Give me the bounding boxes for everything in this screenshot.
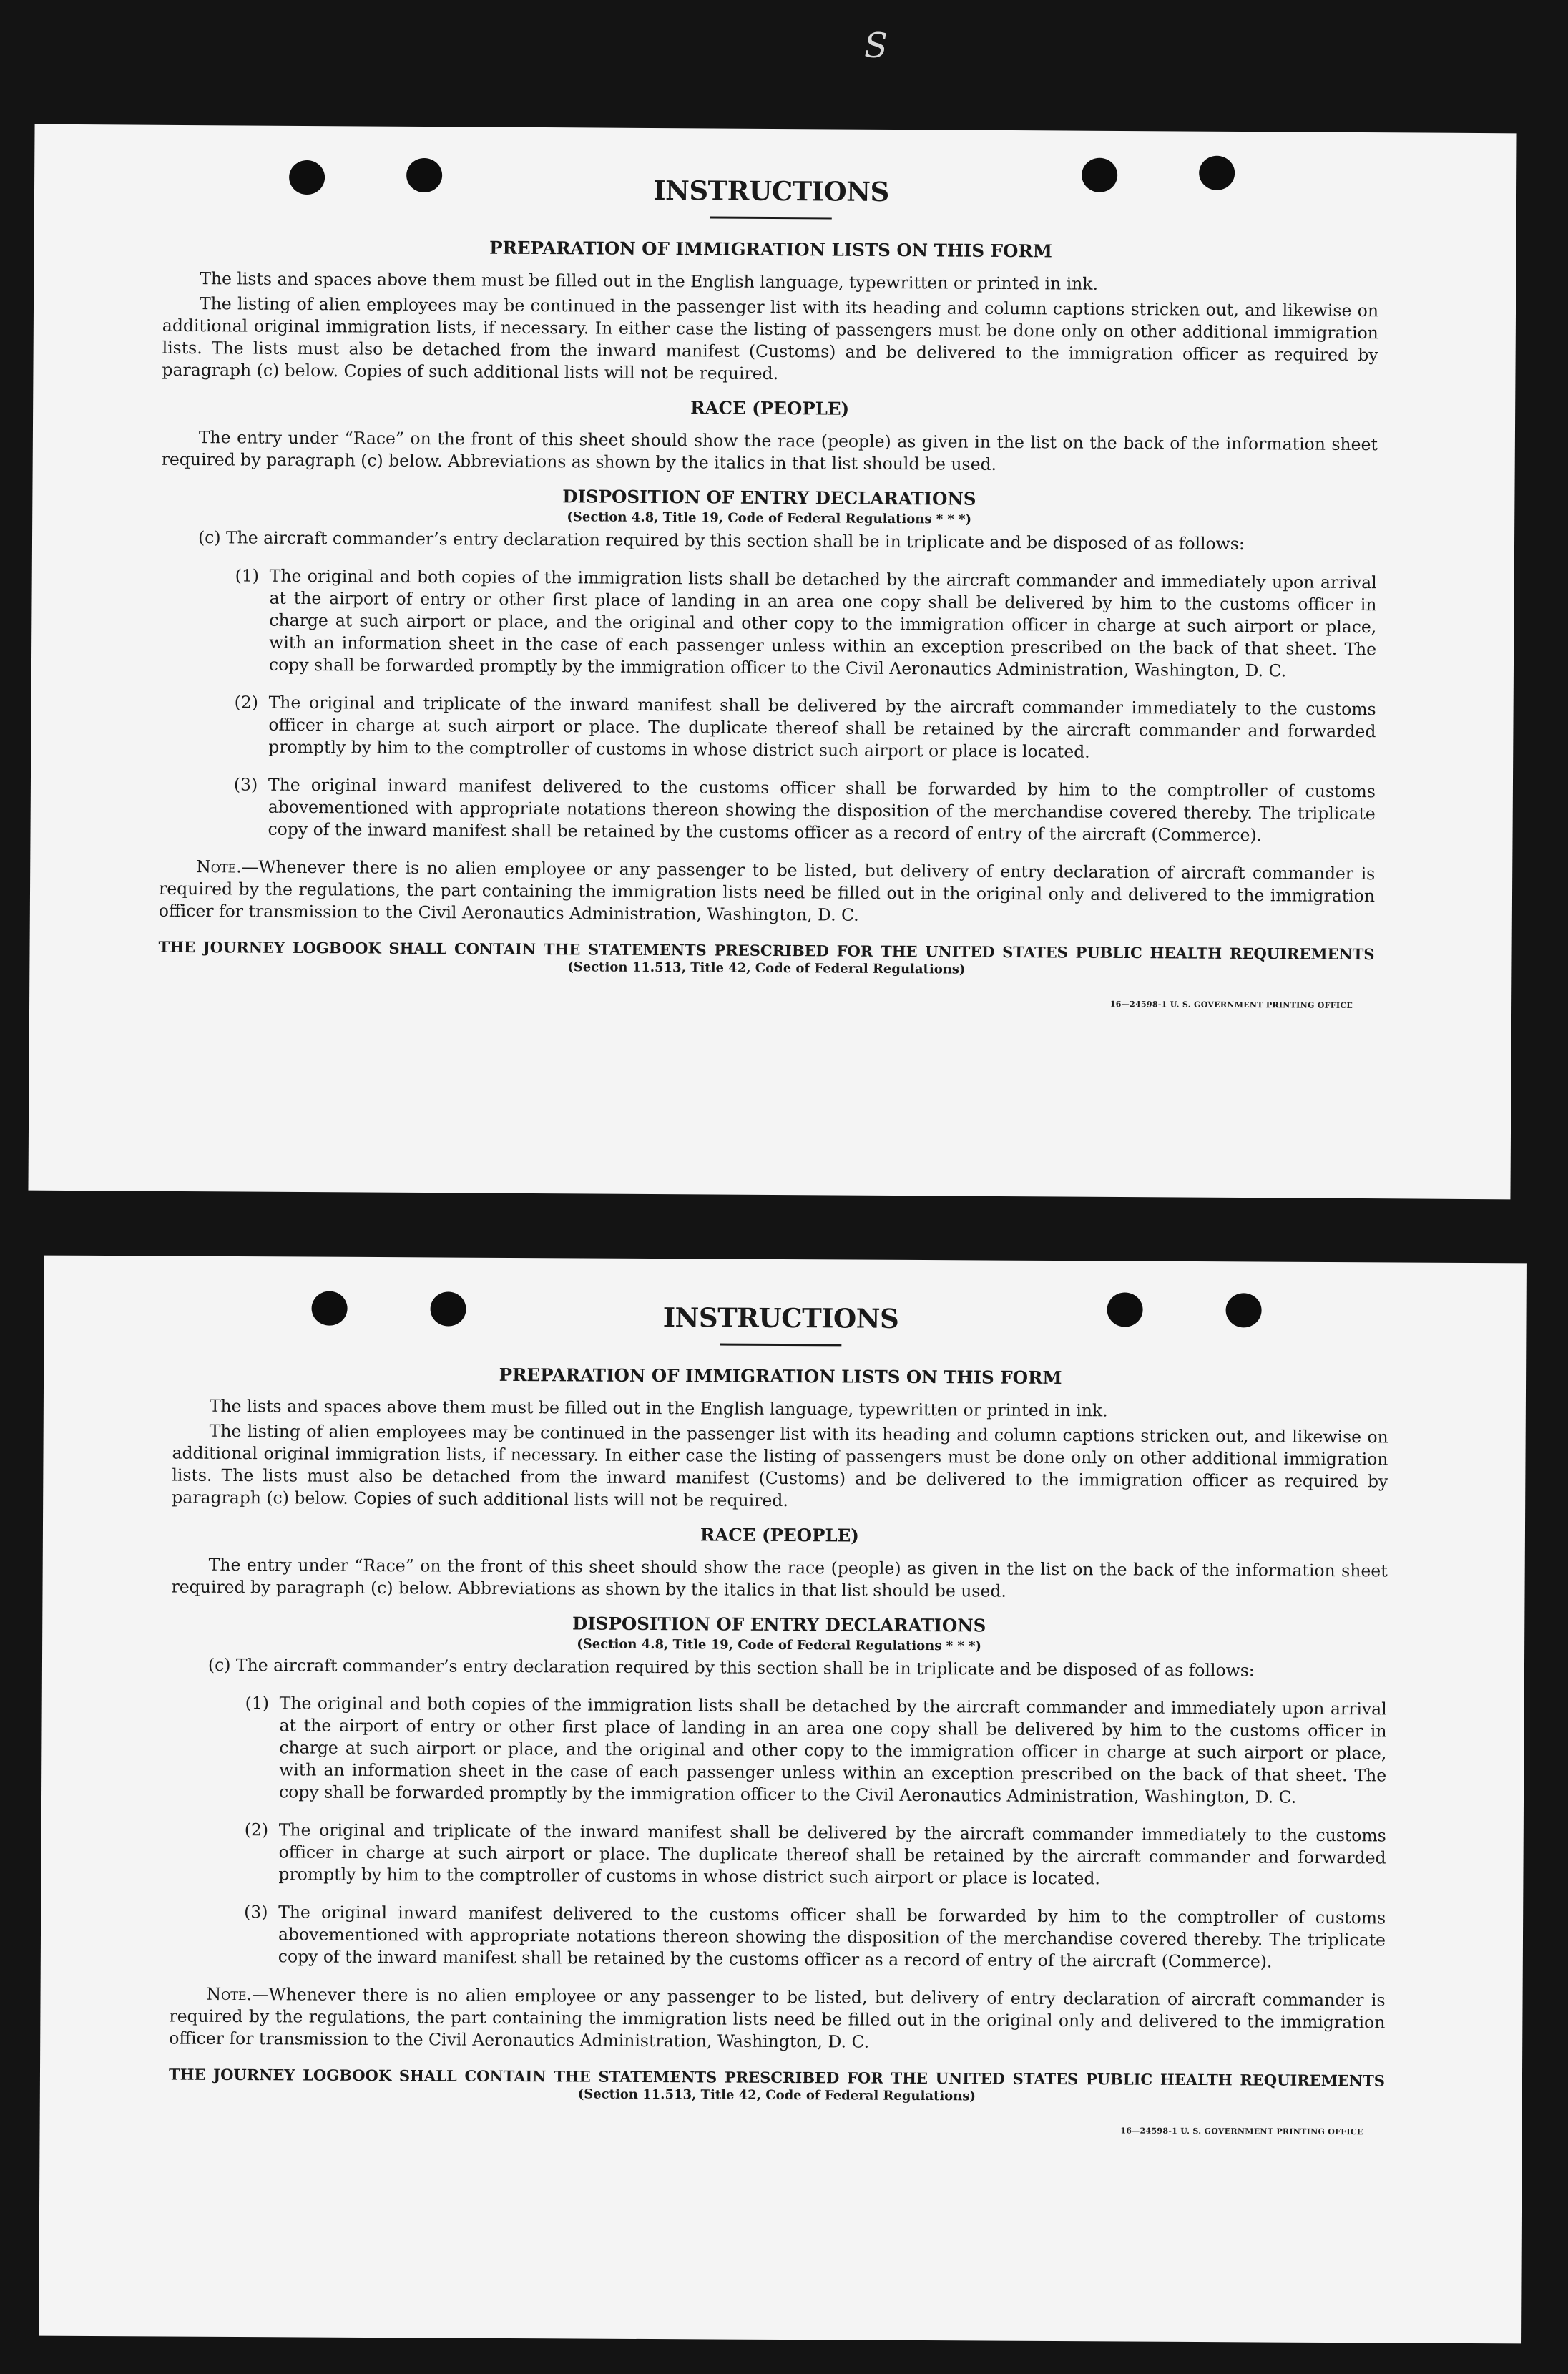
preparation-paragraph-2: The listing of alien employees may be continued in the passenger list with its heading and column captions stricken out, and likewise on additional original immigration lists, if necessary. In either case the listing of passengers must be done only on other additional immigration lists. The lists must also be detached from the inward manifest (Customs) and be delivered to the immigration officer as required by paragraph (c) below. Copies of such additional lists will not be required.: [162, 293, 1379, 384]
disposition-heading: DISPOSITION OF ENTRY DECLARATIONS: [572, 1613, 986, 1636]
disposition-item-3: [170, 1901, 1386, 1974]
note-text: —Whenever there is no alien employee or any passenger to be listed, but delivery of entry declaration of aircraft commander is required by the regulations, the part containing the immigration lists need be filled out in the original only and delivered to the immigration officer for transmission to the Civil Aeronautics Administration, Washington, D. C.: [158, 856, 1376, 925]
note-text: —Whenever there is no alien employee or any passenger to be listed, but delivery of entry declaration of aircraft commander is required by the regulations, the part containing the immigration lists need be filled out in the original only and delivered to the immigration officer for transmission to the Civil Aeronautics Administration, Washington, D. C.: [169, 1984, 1386, 2052]
item-number: (2): [234, 692, 259, 713]
note-paragraph: [169, 1983, 1385, 2056]
sheet-title: INSTRUCTIONS: [662, 1301, 899, 1334]
item-text: The original and triplicate of the inward manifest shall be delivered by the aircraft commander immediately to the customs officer in charge at such airport or place. The duplicate thereof shall be retained by the aircraft commander and forwarded promptly by him to the comptroller of customs in whose district such airport or place is located.: [278, 1819, 1386, 1889]
preparation-heading: PREPARATION OF IMMIGRATION LISTS ON THIS FORM: [499, 1364, 1062, 1389]
health-requirements-citation: (Section 11.513, Title 42, Code of Federal Regulations): [577, 2086, 976, 2104]
disposition-item-2: [170, 1819, 1386, 1892]
race-heading: RACE (PEOPLE): [690, 397, 850, 419]
item-number: (1): [245, 1693, 270, 1714]
corner-handwritten-mark: S: [864, 26, 888, 66]
race-paragraph: The entry under “Race” on the front of this sheet should show the race (people) as given in the list on the back of the information sheet required by paragraph (c) below. Abbreviations as shown by the italics in that list should be used.: [161, 427, 1378, 474]
preparation-heading: PREPARATION OF IMMIGRATION LISTS ON THIS FORM: [489, 237, 1053, 262]
disposition-item-2: [160, 691, 1376, 765]
disposition-heading: DISPOSITION OF ENTRY DECLARATIONS: [562, 486, 976, 509]
note-paragraph: [159, 856, 1376, 929]
preparation-paragraph-1: The lists and spaces above them must be filled out in the English language, typewritten or printed in ink.: [209, 1395, 1108, 1421]
sheet-content: [158, 172, 1379, 1010]
disposition-item-1: [160, 565, 1377, 683]
printing-office-imprint: 16—24598-1 U. S. GOVERNMENT PRINTING OFFICE: [1120, 2126, 1363, 2137]
health-requirements-citation: (Section 11.513, Title 42, Code of Federal Regulations): [567, 959, 966, 977]
title-underline: [710, 216, 832, 219]
preparation-paragraph-1: The lists and spaces above them must be filled out in the English language, typewritten or printed in ink.: [200, 268, 1099, 294]
item-text: The original inward manifest delivered to the customs officer shall be forwarded by him to the comptroller of customs abovementioned with appropriate notations thereon showing the disposition of the merchandise covered thereby. The triplicate copy of the inward manifest shall be retained by the customs officer as a record of entry of the aircraft (Commerce).: [268, 774, 1376, 846]
instructions-sheet-top: [28, 124, 1516, 1200]
race-paragraph: The entry under “Race” on the front of this sheet should show the race (people) as given in the list on the back of the information sheet required by paragraph (c) below. Abbreviations as shown by the italics in that list should be used.: [171, 1554, 1388, 1601]
item-number: (1): [235, 565, 260, 586]
item-text: The original inward manifest delivered to the customs officer shall be forwarded by him to the comptroller of customs abovementioned with appropriate notations thereon showing the disposition of the merchandise covered thereby. The triplicate copy of the inward manifest shall be retained by the customs officer as a record of entry of the aircraft (Commerce).: [278, 1902, 1386, 1972]
sheet-title: INSTRUCTIONS: [653, 174, 889, 207]
clause-c: (c) The aircraft commander’s entry declaration required by this section shall be in triplicate and be disposed of as follows:: [197, 527, 1245, 555]
item-text: The original and triplicate of the inward manifest shall be delivered by the aircraft commander immediately to the customs officer in charge at such airport or place. The duplicate thereof shall be retained by the aircraft commander and forwarded promptly by him to the comptroller of customs in whose district such airport or place is located.: [268, 692, 1376, 762]
item-text: The original and both copies of the immigration lists shall be detached by the aircraft commander and immediately upon arrival at the airport of entry or other first place of landing in an area one copy shall be delivered by him to the customs officer in charge at such airport or place, and the original and other copy to the immigration officer in charge at such airport or place, with an information sheet in the case of each passenger unless within an exception prescribed on the back of that sheet. The copy shall be forwarded promptly by the immigration officer to the Civil Aeronautics Administration, Washington, D. C.: [278, 1693, 1387, 1807]
item-text: The original and both copies of the immigration lists shall be detached by the aircraft commander and immediately upon arrival at the airport of entry or other first place of landing in an area one copy shall be delivered by him to the customs officer in charge at such airport or place, and the original and other copy to the immigration officer in charge at such airport or place, with an information sheet in the case of each passenger unless within an exception prescribed on the back of that sheet. The copy shall be forwarded promptly by the immigration officer to the Civil Aeronautics Administration, Washington, D. C.: [268, 565, 1377, 681]
title-underline: [720, 1344, 841, 1347]
health-requirements-footer: THE JOURNEY LOGBOOK SHALL CONTAIN THE STATEMENTS PRESCRIBED FOR THE UNITED STATES PUBLIC HEALTH REQUIREMENTS: [158, 937, 1375, 964]
note-label: Note.: [196, 856, 242, 877]
clause-c: (c) The aircraft commander’s entry declaration required by this section shall be in triplicate and be disposed of as follows:: [207, 1654, 1255, 1681]
preparation-paragraph-2: The listing of alien employees may be continued in the passenger list with its heading and column captions stricken out, and likewise on additional original immigration lists, if necessary. In either case the listing of passengers must be done only on other additional immigration lists. The lists must also be detached from the inward manifest (Customs) and be delivered to the immigration officer as required by paragraph (c) below. Copies of such additional lists will not be required.: [172, 1420, 1388, 1511]
item-number: (3): [244, 1902, 268, 1923]
disposition-subheading: (Section 4.8, Title 19, Code of Federal Regulations * * *): [567, 509, 972, 527]
printing-office-imprint: 16—24598-1 U. S. GOVERNMENT PRINTING OFFICE: [1109, 999, 1353, 1010]
note-label: Note.: [206, 1983, 253, 2005]
sheet-content: [169, 1299, 1389, 2137]
disposition-item-1: [170, 1692, 1387, 1809]
item-number: (2): [244, 1819, 269, 1840]
disposition-item-3: [159, 773, 1376, 847]
item-number: (3): [233, 774, 258, 795]
race-heading: RACE (PEOPLE): [700, 1524, 860, 1546]
instructions-sheet-bottom: [39, 1256, 1527, 2344]
health-requirements-footer: THE JOURNEY LOGBOOK SHALL CONTAIN THE STATEMENTS PRESCRIBED FOR THE UNITED STATES PUBLIC HEALTH REQUIREMENTS: [168, 2065, 1386, 2090]
disposition-subheading: (Section 4.8, Title 19, Code of Federal Regulations * * *): [577, 1636, 982, 1654]
